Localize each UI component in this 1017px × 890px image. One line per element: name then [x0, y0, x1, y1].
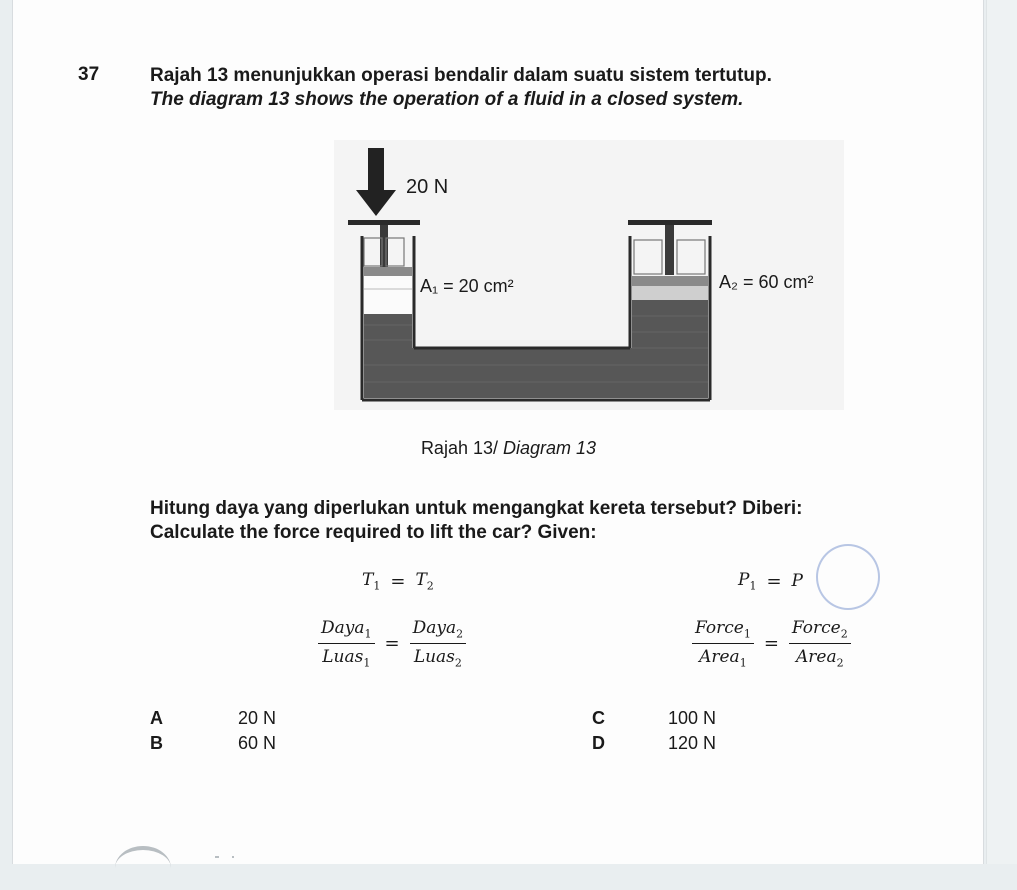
caption-malay: Rajah 13/: [420, 438, 498, 458]
prompt-malay: Hitung daya yang diperlukan untuk mengangkat kereta tersebut? Diberi:: [150, 498, 803, 519]
option-value: 20 N: [238, 708, 277, 728]
area-2-label: A₂ = 60 cm²: [719, 272, 814, 292]
option-value: 100 N: [668, 708, 717, 728]
question-prompt: [150, 497, 802, 545]
formula-daya-ratio: $\frac{Daya_1}{Luas_1}$ = $\frac{Daya_2}{Luas_2}$: [318, 618, 466, 670]
caption-english: Diagram 13: [503, 438, 597, 458]
hydraulic-diagram: [334, 140, 844, 410]
circle-annotation: [816, 544, 880, 610]
formula-force-ratio: $\frac{Force_1}{Area_1}$ = $\frac{Force_2}{Area_2}$: [692, 618, 851, 670]
question-text: [150, 64, 772, 112]
applied-force-label: 20 N: [406, 176, 449, 198]
formula-p-equal: $P_1$ = P: [738, 570, 803, 593]
option-letter: C: [592, 708, 605, 728]
next-question-fragment: [232, 856, 234, 858]
option-value: 60 N: [238, 733, 277, 753]
page-edge: [986, 0, 1017, 864]
formula-t-equal: $T_1$ = $T_2$: [362, 570, 434, 593]
area-1-label: A₁ = 20 cm²: [420, 276, 514, 296]
next-question-fragment: [215, 856, 219, 858]
option-letter: D: [592, 733, 605, 753]
option-letter: B: [150, 733, 163, 753]
next-question-fragment: [115, 846, 171, 890]
question-text-malay: Rajah 13 menunjukkan operasi bendalir dalam suatu sistem tertutup.: [150, 65, 772, 86]
option-letter: A: [150, 708, 163, 728]
question-number: 37: [78, 64, 100, 85]
prompt-english: Calculate the force required to lift the car? Given:: [150, 522, 597, 543]
question-text-english: The diagram 13 shows the operation of a fluid in a closed system.: [150, 89, 744, 110]
option-value: 120 N: [668, 733, 717, 753]
diagram-caption: [0, 438, 1017, 459]
